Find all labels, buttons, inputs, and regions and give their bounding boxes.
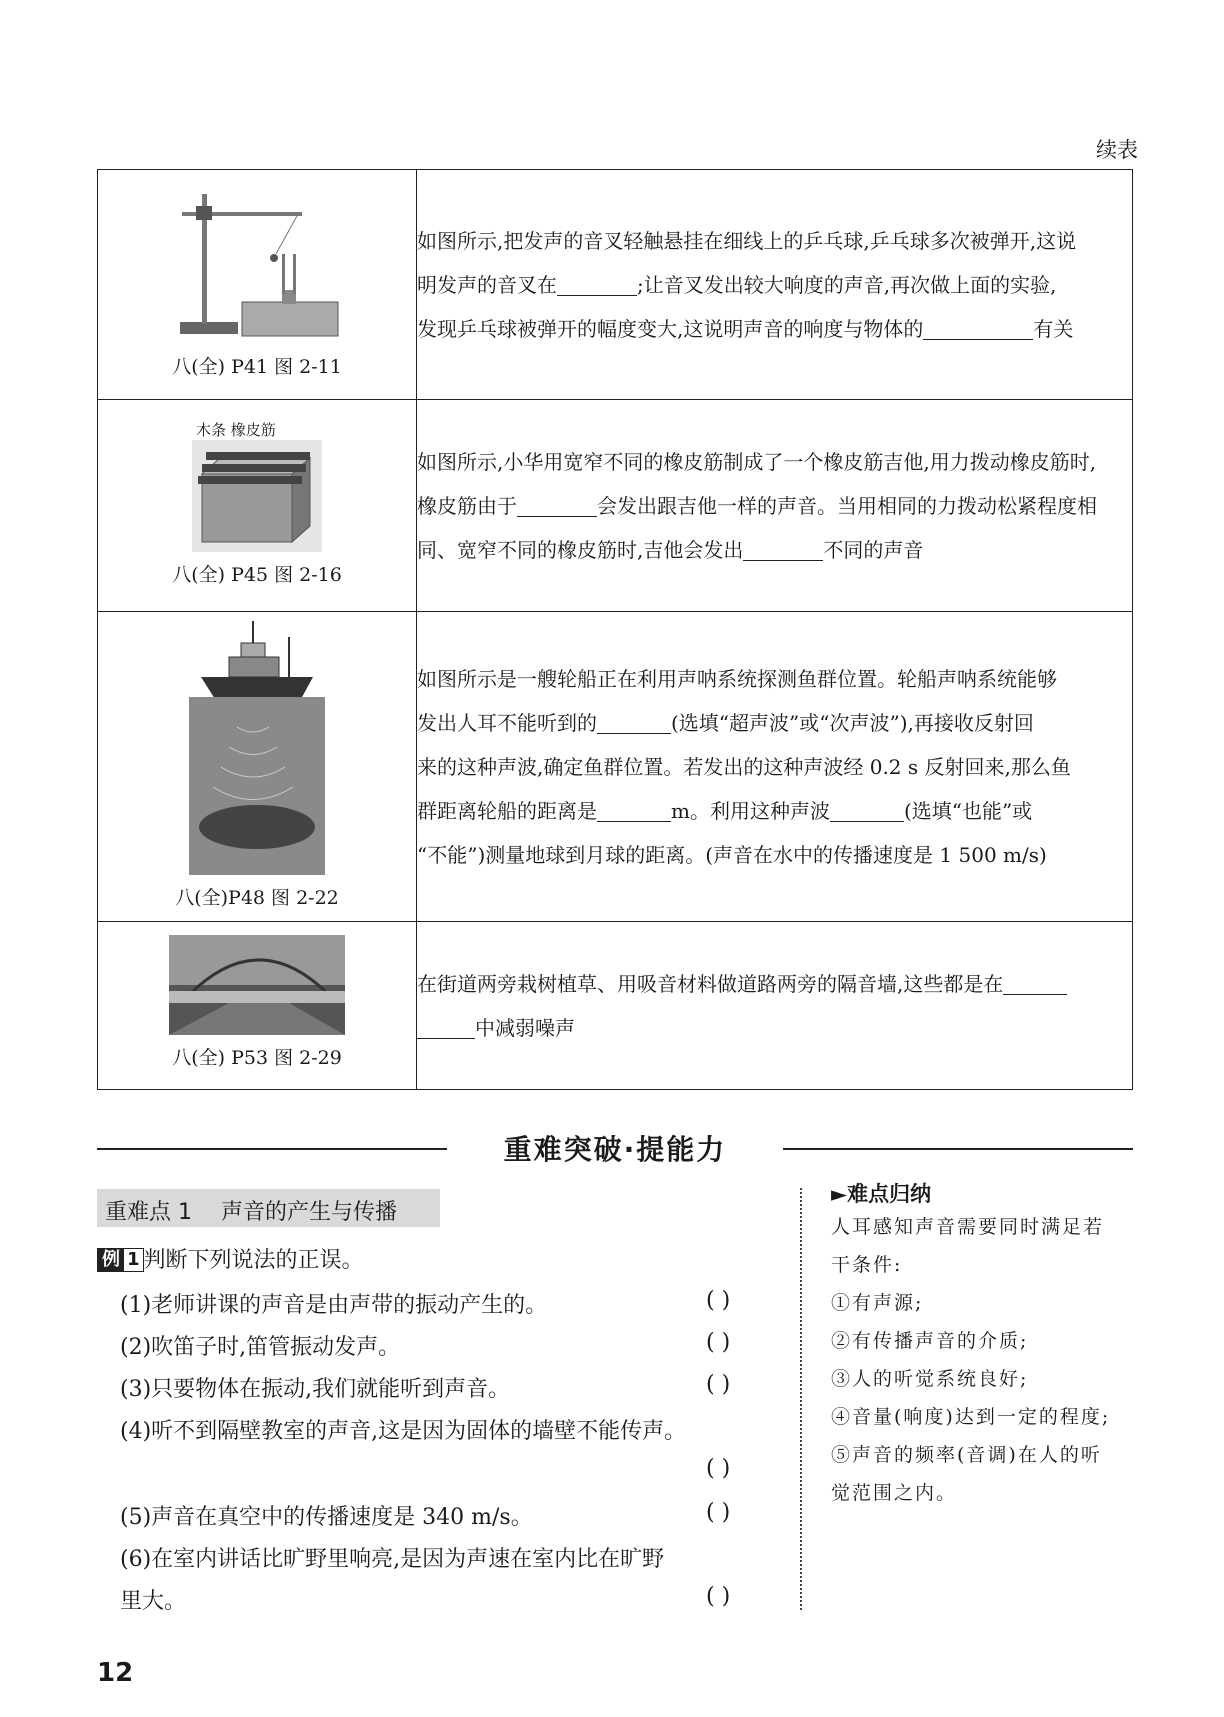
keypoint-banner xyxy=(97,1189,440,1227)
list-item: (2)吹笛子时,笛管振动发声。 xyxy=(120,1335,401,1360)
question-text: 如图所示,小华用宽窄不同的橡皮筋制成了一个橡皮筋吉他,用力拨动橡皮筋时, 橡皮筋由于 会发出跟吉他一样的声音。当用相同的力拨动松紧程度相 同、宽窄不同的橡皮筋时,吉他会发出 不同的声音 xyxy=(417,400,1133,612)
sidebar-line: ⑤声音的频率(音调)在人的听 xyxy=(831,1444,1102,1466)
column-divider xyxy=(800,1188,802,1610)
question-text: 在街道两旁栽树植草、用吸音材料做道路两旁的隔音墙,这些都是在 中减弱噪声 xyxy=(417,922,1133,1090)
sidebar-heading: ►难点归纳 xyxy=(831,1182,932,1206)
figure-cell xyxy=(98,170,417,400)
sidebar-line: ②有传播声音的介质; xyxy=(831,1330,1029,1352)
answer-blank[interactable] xyxy=(1003,970,1067,995)
sidebar-line: 觉范围之内。 xyxy=(831,1482,958,1504)
section-title: 重难突破·提能力 xyxy=(498,1133,733,1166)
question-text: 如图所示是一艘轮船正在利用声呐系统探测鱼群位置。轮船声呐系统能够 发出人耳不能听到的 (选填“超声波”或“次声波”),再接收反射回 来的这种声波,确定鱼群位置。若发出的这种声波经 0.2 s 反射回来,那么鱼 群距离轮船的距离是 m。利用这种声波 (选填“也能”或 “不能”)测量地球到月球的距离。(声音在水中的传播速度是 1 500 m/s) xyxy=(417,612,1133,922)
answer-blank[interactable] xyxy=(517,492,597,517)
answer-paren[interactable]: ( ) xyxy=(706,1456,731,1481)
list-item: (3)只要物体在振动,我们就能听到声音。 xyxy=(120,1377,511,1402)
answer-paren[interactable]: ( ) xyxy=(706,1372,731,1397)
section-header xyxy=(97,1128,1133,1168)
sidebar-line: ④音量(响度)达到一定的程度; xyxy=(831,1406,1111,1428)
sidebar-line: ①有声源; xyxy=(831,1292,924,1314)
answer-blank[interactable] xyxy=(417,1014,475,1039)
figure-cell xyxy=(98,400,417,612)
answer-paren[interactable]: ( ) xyxy=(706,1288,731,1313)
list-item: 里大。 xyxy=(120,1589,187,1614)
tuning-fork-figure xyxy=(172,184,342,344)
sidebar-summary xyxy=(831,1178,1131,1512)
keypoint-title: 声音的产生与传播 xyxy=(221,1200,398,1225)
list-item: (5)声音在真空中的传播速度是 340 m/s。 xyxy=(120,1505,533,1530)
answer-blank[interactable] xyxy=(597,797,671,822)
answer-blank[interactable] xyxy=(923,315,1033,340)
sidebar-line: 人耳感知声音需要同时满足若 xyxy=(831,1216,1105,1238)
table-row xyxy=(98,400,1133,612)
list-item: (6)在室内讲话比旷野里响亮,是因为声速在室内比在旷野 xyxy=(120,1547,665,1572)
figure-label: 木条 橡皮筋 xyxy=(196,420,276,439)
answer-blank[interactable] xyxy=(830,797,904,822)
question-text: 如图所示,把发声的音叉轻触悬挂在细线上的乒乓球,乒乓球多次被弹开,这说 明发声的音叉在 ;让音叉发出较大响度的声音,再次做上面的实验, 发现乒乓球被弹开的幅度变大,这说明声音的响度与物体的 有关 xyxy=(417,170,1133,400)
noise-barrier-figure xyxy=(169,935,345,1035)
page-number: 12 xyxy=(97,1658,134,1688)
rubber-band-guitar-figure xyxy=(192,440,322,552)
answer-paren[interactable]: ( ) xyxy=(706,1584,731,1609)
table-row xyxy=(98,922,1133,1090)
list-item: (4)听不到隔壁教室的声音,这是因为固体的墙壁不能传声。 xyxy=(120,1419,687,1444)
keypoint-label: 重难点 1 xyxy=(105,1200,192,1225)
table-row xyxy=(98,170,1133,400)
answer-blank[interactable] xyxy=(743,536,823,561)
figure-caption: 八(全) P41 图 2-11 xyxy=(172,356,342,378)
example-badge: 例 1 xyxy=(97,1248,144,1272)
answer-paren[interactable]: ( ) xyxy=(706,1330,731,1355)
answer-blank[interactable] xyxy=(557,271,637,296)
figure-caption: 八(全) P53 图 2-29 xyxy=(172,1047,342,1069)
sidebar-line: 干条件: xyxy=(831,1254,903,1276)
sidebar-line: ③人的听觉系统良好; xyxy=(831,1368,1029,1390)
table-row xyxy=(98,612,1133,922)
example-stem: 例 1 判断下列说法的正误。 xyxy=(97,1243,364,1274)
answer-blank[interactable] xyxy=(597,709,671,734)
answer-paren[interactable]: ( ) xyxy=(706,1500,731,1525)
figure-cell xyxy=(98,922,417,1090)
sonar-ship-figure xyxy=(189,617,325,875)
figure-table xyxy=(97,169,1133,1090)
list-item: (1)老师讲课的声音是由声带的振动产生的。 xyxy=(120,1293,548,1318)
figure-cell xyxy=(98,612,417,922)
continued-label: 续表 xyxy=(1096,138,1138,162)
figure-caption: 八(全) P45 图 2-16 xyxy=(172,563,342,586)
figure-caption: 八(全)P48 图 2-22 xyxy=(175,887,339,909)
